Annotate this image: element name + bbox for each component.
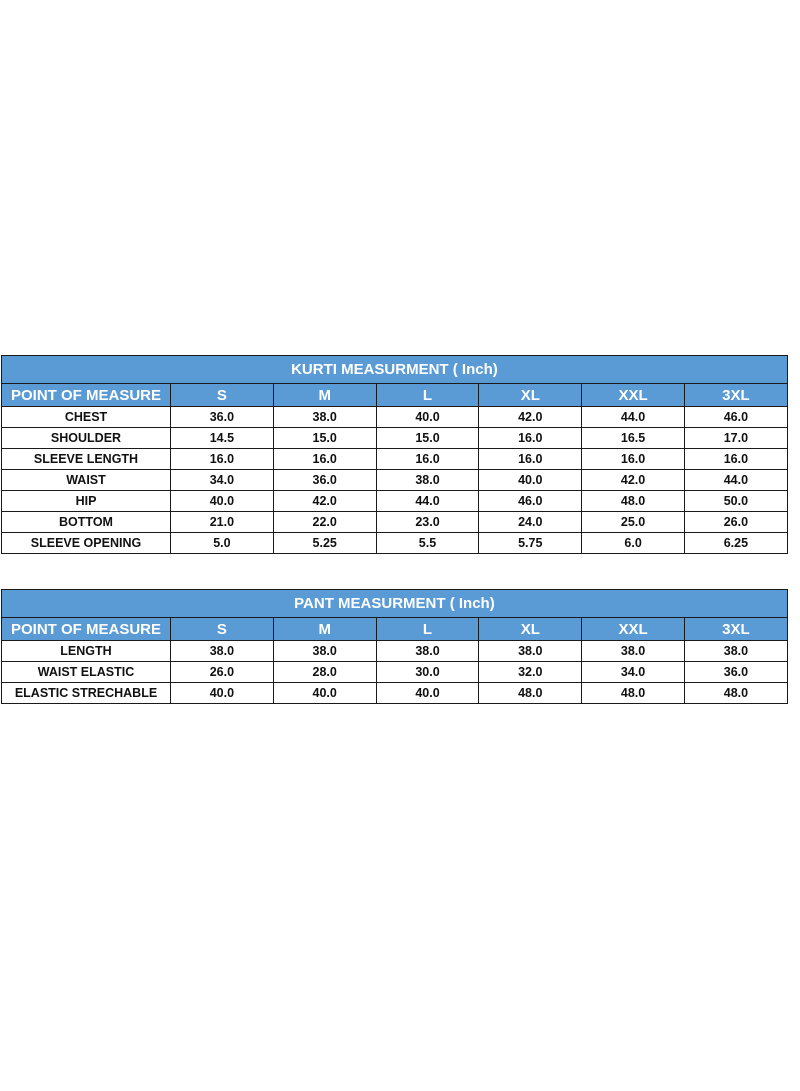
table-cell: 22.0 [273, 512, 376, 533]
table-cell: 38.0 [684, 641, 787, 662]
table-cell: 48.0 [582, 491, 685, 512]
table-cell: 14.5 [171, 428, 274, 449]
kurti-header-size: M [273, 384, 376, 407]
table-cell: 38.0 [171, 641, 274, 662]
table-cell: 38.0 [376, 470, 479, 491]
pant-header-point-of-measure: POINT OF MEASURE [2, 618, 171, 641]
table-cell: 36.0 [684, 662, 787, 683]
table-cell: 5.75 [479, 533, 582, 554]
table-cell: 26.0 [684, 512, 787, 533]
table-cell: 38.0 [582, 641, 685, 662]
table-cell: 38.0 [376, 641, 479, 662]
table-cell: 40.0 [273, 683, 376, 704]
table-cell: 44.0 [376, 491, 479, 512]
table-cell: 34.0 [171, 470, 274, 491]
table-cell: 48.0 [479, 683, 582, 704]
row-label: ELASTIC STRECHABLE [2, 683, 171, 704]
table-cell: 44.0 [684, 470, 787, 491]
kurti-header-size: XL [479, 384, 582, 407]
kurti-header-size: 3XL [684, 384, 787, 407]
table-cell: 36.0 [171, 407, 274, 428]
pant-measurement-table [1, 589, 788, 704]
table-cell: 5.5 [376, 533, 479, 554]
pant-table-title: PANT MEASURMENT ( Inch) [2, 590, 788, 618]
row-label: SLEEVE LENGTH [2, 449, 171, 470]
table-cell: 16.0 [582, 449, 685, 470]
table-cell: 16.0 [479, 428, 582, 449]
table-cell: 17.0 [684, 428, 787, 449]
table-row [2, 512, 788, 533]
table-cell: 16.5 [582, 428, 685, 449]
table-cell: 16.0 [376, 449, 479, 470]
table-cell: 46.0 [479, 491, 582, 512]
table-cell: 30.0 [376, 662, 479, 683]
table-cell: 32.0 [479, 662, 582, 683]
table-row [2, 683, 788, 704]
pant-header-size: XXL [582, 618, 685, 641]
row-label: CHEST [2, 407, 171, 428]
table-cell: 46.0 [684, 407, 787, 428]
row-label: WAIST [2, 470, 171, 491]
pant-header-size: L [376, 618, 479, 641]
row-label: BOTTOM [2, 512, 171, 533]
table-cell: 26.0 [171, 662, 274, 683]
table-cell: 28.0 [273, 662, 376, 683]
table-cell: 44.0 [582, 407, 685, 428]
table-row [2, 470, 788, 491]
pant-header-size: XL [479, 618, 582, 641]
row-label: LENGTH [2, 641, 171, 662]
table-cell: 48.0 [582, 683, 685, 704]
table-cell: 23.0 [376, 512, 479, 533]
table-cell: 38.0 [273, 407, 376, 428]
kurti-header-size: L [376, 384, 479, 407]
table-row [2, 449, 788, 470]
table-row [2, 491, 788, 512]
kurti-header-size: S [171, 384, 274, 407]
table-cell: 5.25 [273, 533, 376, 554]
table-row [2, 533, 788, 554]
table-cell: 40.0 [479, 470, 582, 491]
table-row [2, 662, 788, 683]
table-cell: 16.0 [479, 449, 582, 470]
table-cell: 48.0 [684, 683, 787, 704]
table-cell: 40.0 [171, 491, 274, 512]
table-cell: 25.0 [582, 512, 685, 533]
table-cell: 16.0 [684, 449, 787, 470]
table-cell: 40.0 [376, 683, 479, 704]
table-cell: 42.0 [273, 491, 376, 512]
table-cell: 15.0 [273, 428, 376, 449]
row-label: WAIST ELASTIC [2, 662, 171, 683]
table-row [2, 428, 788, 449]
table-row [2, 407, 788, 428]
kurti-header-size: XXL [582, 384, 685, 407]
table-cell: 42.0 [479, 407, 582, 428]
kurti-header-point-of-measure: POINT OF MEASURE [2, 384, 171, 407]
table-cell: 21.0 [171, 512, 274, 533]
table-cell: 34.0 [582, 662, 685, 683]
row-label: SLEEVE OPENING [2, 533, 171, 554]
table-cell: 6.0 [582, 533, 685, 554]
table-cell: 36.0 [273, 470, 376, 491]
row-label: HIP [2, 491, 171, 512]
pant-header-size: S [171, 618, 274, 641]
table-cell: 24.0 [479, 512, 582, 533]
table-cell: 40.0 [376, 407, 479, 428]
kurti-table-title: KURTI MEASURMENT ( Inch) [2, 356, 788, 384]
table-cell: 15.0 [376, 428, 479, 449]
table-cell: 16.0 [171, 449, 274, 470]
kurti-measurement-table [1, 355, 788, 554]
table-cell: 16.0 [273, 449, 376, 470]
table-cell: 50.0 [684, 491, 787, 512]
table-cell: 38.0 [273, 641, 376, 662]
table-row [2, 641, 788, 662]
pant-header-size: M [273, 618, 376, 641]
table-cell: 38.0 [479, 641, 582, 662]
table-cell: 40.0 [171, 683, 274, 704]
table-cell: 42.0 [582, 470, 685, 491]
table-cell: 6.25 [684, 533, 787, 554]
row-label: SHOULDER [2, 428, 171, 449]
pant-header-size: 3XL [684, 618, 787, 641]
table-cell: 5.0 [171, 533, 274, 554]
